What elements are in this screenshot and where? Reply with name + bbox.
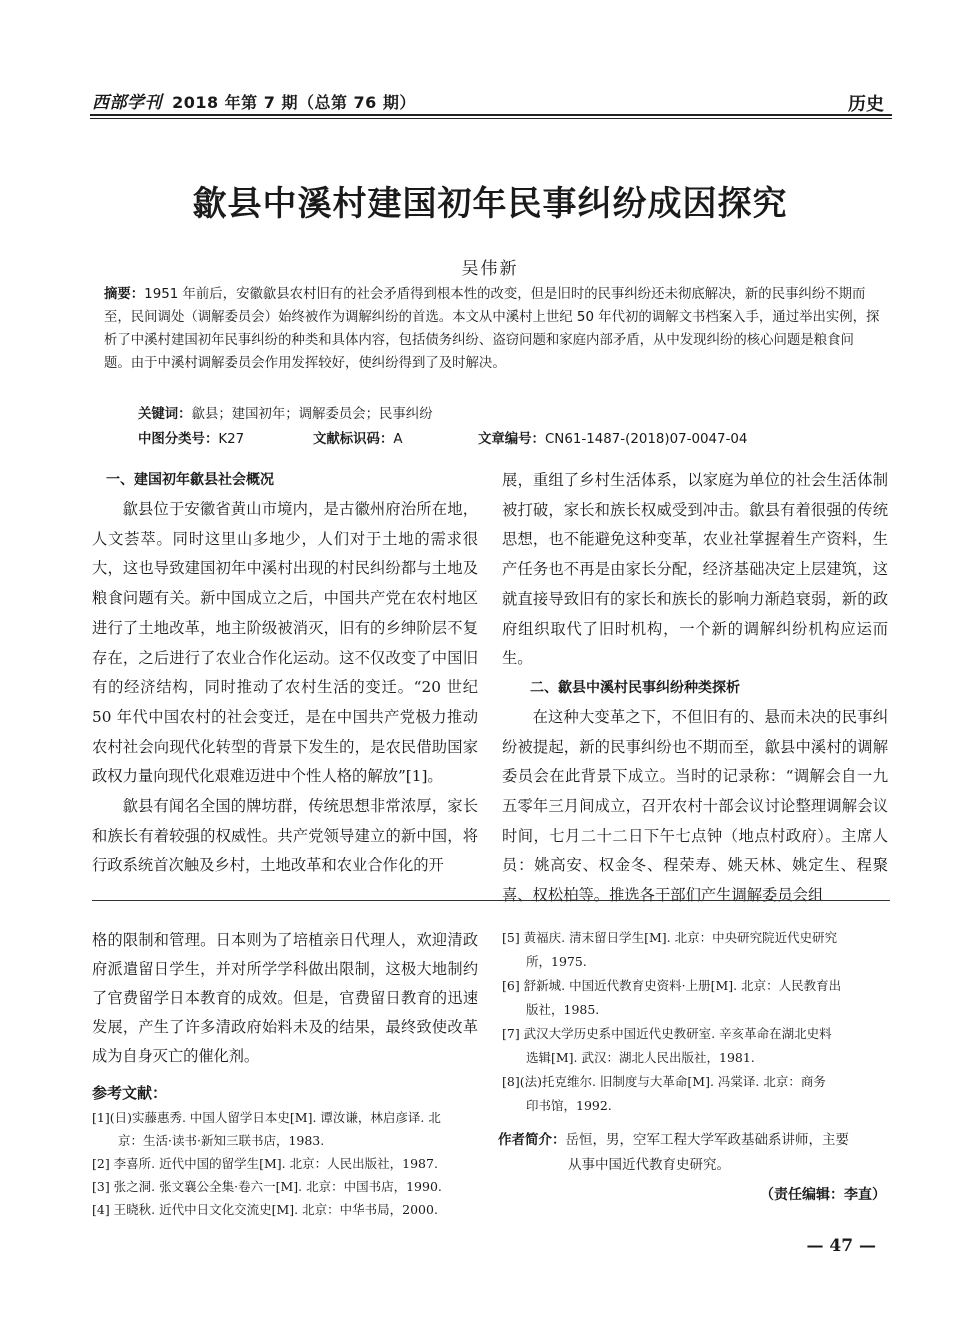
header-rule	[90, 114, 892, 116]
clc-label: 中图分类号：	[138, 432, 219, 447]
section-heading-1: 一、建国初年歙县社会概况	[106, 472, 274, 488]
clc-value: K27	[218, 432, 245, 447]
section-heading-2: 二、歙县中溪村民事纠纷种类探析	[530, 679, 740, 696]
references-title: 参考文献：	[92, 1084, 168, 1102]
author-bio	[498, 1128, 894, 1178]
reference-item: [2] 李喜所. 近代中国的留学生[M]. 北京：人民出版社，1987.	[92, 1156, 438, 1171]
abstract	[104, 283, 880, 375]
reference-item-cont: 印书馆，1992.	[526, 1098, 612, 1113]
paragraph: 在这种大变革之下，不但旧有的、悬而未决的民事纠纷被提起，新的民事纠纷也不期而至，歙县中溪村的调解委员会在此背景下成立。当时的记录称：“调解会自一九五零年三月间成立，召开农村十部会议讨论整理调解会议时间，七月二十二日下午七点钟（地点村政府）。主席人员：姚高安、权金冬、程荣寿、姚天林、姚定生、程聚喜、权松柏等。推选各干部们产生调解委员会组	[502, 707, 888, 905]
keywords-text: 歙县；建国初年；调解委员会；民事纠纷	[191, 407, 433, 422]
reference-item: [3] 张之洞. 张文襄公全集·卷六一[M]. 北京：中国书店，1990.	[92, 1179, 442, 1194]
article-number	[478, 428, 747, 447]
keywords-label: 关键词：	[138, 407, 192, 422]
editor-note: （责任编辑：李直）	[760, 1187, 886, 1203]
bio-label: 作者简介：	[498, 1132, 566, 1148]
paragraph: 歙县有闻名全国的牌坊群，传统思想非常浓厚，家长和族长有着较强的权威性。共产党领导建立的新中国，将行政系统首次触及乡村，土地改革和农业合作化的开	[92, 797, 478, 875]
reference-item: [1](日)实藤惠秀. 中国人留学日本史[M]. 谭汝谦，林启彦译. 北	[92, 1110, 441, 1125]
header-rule-thin	[90, 118, 892, 119]
journal-name: 西部学刊	[92, 93, 162, 113]
reference-item-cont: 京：生活·读书·新知三联书店，1983.	[118, 1133, 325, 1148]
reference-item-cont: 选辑[M]. 武汉：湖北人民出版社，1981.	[526, 1050, 755, 1065]
doc-code	[313, 428, 403, 447]
article-title: 歙县中溪村建国初年民事纠纷成因探究	[192, 184, 788, 224]
reference-item-cont: 所，1975.	[526, 954, 587, 969]
references-list-right	[502, 926, 892, 1118]
reference-item: [6] 舒新城. 中国近代教育史资料·上册[M]. 北京：人民教育出	[502, 978, 842, 993]
paragraph: 展，重组了乡村生活体系，以家庭为单位的社会生活体制被打破，家长和族长权威受到冲击。歙县有着很强的传统思想，也不能避免这种变革，农业社掌握着生产资料，生产任务也不再是由家长分配，经济基础决定上层建筑，这就直接导致旧有的家长和族长的影响力渐趋衰弱，新的政府组织取代了旧时机构，一个新的调解纠纷机构应运而生。	[502, 471, 888, 668]
doc-code-label: 文献标识码：	[313, 432, 394, 447]
bio-text: 岳恒，男，空军工程大学军政基础系讲师，主要	[565, 1132, 849, 1148]
page-number: — 47 —	[806, 1236, 876, 1256]
previous-article-ending	[92, 926, 478, 1071]
keywords	[138, 403, 433, 422]
references-list-left	[92, 1106, 492, 1221]
article-no-value: CN61-1487-(2018)07-0047-04	[544, 432, 748, 447]
paragraph: 格的限制和管理。日本则为了培植亲日代理人，欢迎清政府派遣留日学生，并对所学学科做出限制，这极大地制约了官费留学日本教育的成效。但是，官费留日教育的迅速发展，产生了许多清政府始料未及的结果，最终致使改革成为自身灭亡的催化剂。	[92, 931, 478, 1065]
left-column	[92, 466, 478, 881]
article-author: 吴伟新	[461, 259, 519, 279]
abstract-text: 1951 年前后，安徽歙县农村旧有的社会矛盾得到根本性的改变，但是旧时的民事纠纷还未彻底解决，新的民事纠纷不期而至，民间调处（调解委员会）始终被作为调解纠纷的首选。本文从中溪村上世纪 50 年代初的调解文书档案入手，通过举出实例，探析了中溪村建国初年民事纠纷的种类和具体内容，包括债务纠纷、盗窃问题和家庭内部矛盾，从中发现纠纷的核心问题是粮食问题。由于中溪村调解委员会作用发挥较好，使纠纷得到了及时解决。	[104, 287, 880, 371]
section-divider	[92, 900, 890, 901]
abstract-label: 摘要：	[104, 287, 145, 302]
running-header	[92, 88, 416, 113]
right-column	[502, 466, 888, 911]
section-label: 历史	[848, 94, 884, 115]
clc-code	[138, 428, 244, 447]
reference-item-cont: 版社，1985.	[526, 1002, 600, 1017]
reference-item: [5] 黄福庆. 清末留日学生[M]. 北京：中央研究院近代史研究	[502, 930, 838, 945]
reference-item: [4] 王晓秋. 近代中日文化交流史[M]. 北京：中华书局，2000.	[92, 1202, 438, 1217]
article-no-label: 文章编号：	[478, 432, 545, 447]
doc-code-value: A	[393, 432, 403, 447]
reference-item: [8](法)托克维尔. 旧制度与大革命[M]. 冯棠译. 北京：商务	[502, 1074, 826, 1089]
paragraph: 歙县位于安徽省黄山市境内，是古徽州府治所在地，人文荟萃。同时这里山多地少，人们对于土地的需求很大，这也导致建国初年中溪村出现的村民纠纷都与土地及粮食问题有关。新中国成立之后，中国共产党在农村地区进行了土地改革，地主阶级被消灭，旧有的乡绅阶层不复存在，之后进行了农业合作化运动。这不仅改变了中国旧有的经济结构，同时推动了农村生活的变迁。“20 世纪 50 年代中国农村的社会变迁，是在中国共产党极力推动农村社会向现代化转型的背景下发生的，是农民借助国家政权力量向现代化艰难迈进中个性人格的解放”[1]。	[92, 500, 478, 786]
reference-item: [7] 武汉大学历史系中国近代史教研室. 辛亥革命在湖北史料	[502, 1026, 832, 1041]
issue-info: 2018 年第 7 期（总第 76 期）	[172, 93, 416, 112]
bio-text-cont: 从事中国近代教育史研究。	[568, 1157, 730, 1173]
